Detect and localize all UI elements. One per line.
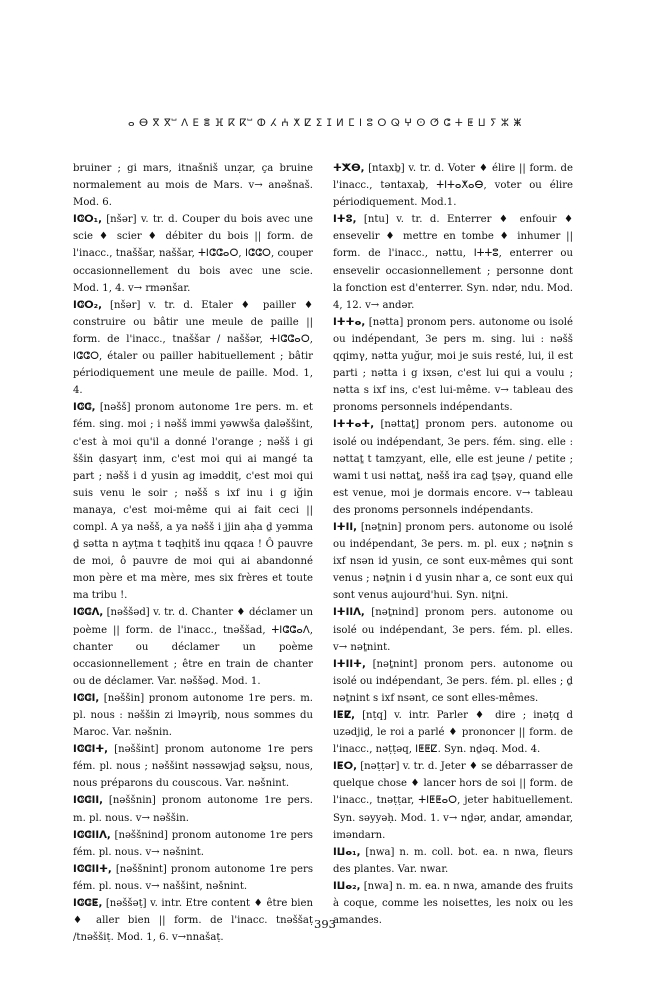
entry-headword: ⵏⵟⵇ, xyxy=(333,710,355,721)
entry-headword: ⵏⵡⴰ₁, xyxy=(333,846,361,858)
entry-definition: bruiner ; gi mars, itnašniš unẓar, ça bruine normalement au mois de Mars. v→ anəšnaš. Mod. 6. xyxy=(73,163,313,209)
dictionary-entry xyxy=(73,690,313,741)
dictionary-entry xyxy=(333,519,573,604)
entry-definition: [nəššin] pronom autonome 1re pers. m. pl. nous : nəššin zi lməγriḇ, nous sommes du Maroc. Var. nəšnin. xyxy=(73,692,313,739)
entry-headword: ⵏⵛⵛⵏⵏⴷ, xyxy=(73,829,111,841)
entry-headword: ⵏⵛⵔ₂, xyxy=(73,299,102,311)
entry-headword: ⵏⵛⵛ, xyxy=(73,402,96,414)
dictionary-entry xyxy=(73,861,313,895)
entry-definition: [nšər] v. tr. d. Couper du bois avec une scie ♦ scier ♦ débiter du bois || form. de l'inacc., tnaššar, naššar, ⵜⵏⵛⵛⴰⵔ, ⵏⵛⵛⵔ, couper occasionnellement du bois avec une scie. Mod. 1, 4. v→ rmənšar. xyxy=(73,214,313,294)
dictionary-entry xyxy=(73,211,313,296)
entry-headword: ⵏⵛⵛⵏⵏⵜ, xyxy=(73,863,112,875)
entry-headword: ⵏⵜⵜⴰ, xyxy=(333,316,366,328)
page-number: 393 xyxy=(314,917,336,931)
tifinagh-alphabet-banner: ⴰ ⴱ ⴳ ⴳⵯ ⴷ ⴹ ⴻ ⴼ ⴽ ⴽⵯ ⵀ ⵃ ⵄ ⵅ ⵇ ⵉ ⵊ ⵍ ⵎ ⵏ ⵓ ⵔ ⵕ ⵖ ⵙ ⵚ ⵛ ⵜ ⵟ ⵡ ⵢ ⵣ ⵥ xyxy=(127,118,523,129)
dictionary-entry xyxy=(333,656,573,707)
entry-definition: [nšər] v. tr. d. Etaler ♦ pailler ♦ construire ou bâtir une meule de paille || form. de l'inacc., tnaššar / naššər, ⵜⵏⵛⵛⴰⵔ, ⵏⵛⵛⵔ, étaler ou pailler habituellement ; bâtir périodiquement une meule de paille. Mod. 1, 4. xyxy=(73,299,313,397)
dictionary-entry xyxy=(333,211,573,314)
dictionary-entry xyxy=(333,844,573,878)
dictionary-entry xyxy=(73,604,313,689)
entry-headword: ⵏⵛⵛⴷ, xyxy=(73,607,104,619)
entry-headword: ⵏⵛⵛⵏⵜ, xyxy=(73,744,109,756)
entry-definition: [nəššəṭ] v. intr. Etre content ♦ être bien ♦ aller bien || form. de l'inacc. tnəššaṭ /tnəššiṭ. Mod. 1, 6. v→nnašaṭ. xyxy=(73,898,314,944)
dictionary-entry xyxy=(73,827,313,861)
entry-headword: ⵏⵜⵓ, xyxy=(333,214,357,226)
entry-headword: ⵏⵜⵜⴰⵜ, xyxy=(333,419,375,431)
entry-definition: [nəṭṭər] v. tr. d. Jeter ♦ se débarrasser de quelque chose ♦ lancer hors de soi || form. de l'inacc., tnəṭṭar, ⵜⵏⵟⵟⴰⵔ, jeter habituellement. Syn. səyyəḥ. Mod. 1. v→ nḏər, andar, aməndar, iməndarn. xyxy=(333,761,573,841)
entry-definition: [nəššint] pronom autonome 1re pers fém. pl. nous ; nəššint nəssəwjaḏ səḵsu, nous, nous préparons du couscous. Var. nəšnint. xyxy=(73,744,313,790)
right-column xyxy=(333,160,573,929)
entry-definition: [nwa] n. m. coll. bot. ea. n nwa, fleurs des plantes. Var. nwar. xyxy=(333,846,573,875)
entry-definition: [nəššəd] v. tr. d. Chanter ♦ déclamer un poème || form. de l'inacc., tnəššad, ⵜⵏⵛⵛⴰⴷ, chanter ou déclamer un poème occasionnellement ; être en train de chanter ou de déclamer. Var. nəššəḏ. Mod. 1. xyxy=(73,607,313,687)
entry-headword: ⵏⵛⵛⵏ, xyxy=(73,692,100,704)
dictionary-entry xyxy=(333,416,573,519)
dictionary-entry xyxy=(333,604,573,655)
entry-headword: ⵏⵛⵔ₁, xyxy=(73,214,102,226)
entry-headword: ⵏⵛⵛⵟ, xyxy=(73,898,103,910)
entry-definition: [nəššnind] pronom autonome 1re pers fém. pl. nous. v→ nəšnint. xyxy=(73,829,313,858)
dictionary-entry xyxy=(73,741,313,792)
entry-definition: [nəttaṯ] pronom pers. autonome ou isolé ou indépendant, 3e pers. fém. sing. elle : nəttaṯ t tamẓyant, elle, elle est jeune / petite ; wami t usi nəttaṯ, nəšš ira εaḏ ṯṣəγ, quand elle est venue, moi je dormais encore. v→ tableau des pronoms personnels indépendants. xyxy=(333,419,573,516)
dictionary-entry xyxy=(73,297,313,400)
entry-definition: [ntaxḇ] v. tr. d. Voter ♦ élire || form. de l'inacc., təntaxaḇ, ⵜⵏⵜⴰⵅⴰⴱ, voter ou élire périodiquement. Mod.1. xyxy=(333,163,573,209)
entry-definition: [nəšš] pronom autonome 1re pers. m. et fém. sing. moi ; i nəšš immi yəwwša ḍaləššint, c'est à moi qu'il a donné l'orange ; nəšš i gi ššin ḍasyarṭ inm, c'est moi qui ai mangé ta part ; nəšš i d yusin ag iməddiṭ, c'est moi qui suis venu le soir ; nəšš s ixf inu i g iğin manaya, c'est moi-même qui ai fait ceci || compl. A ya nəšš, a ya nəšš i jjin aḥa ḏ yəmma ḏ sətta n ayṭma t təqḥitš inu qqaεa ! Ô pauvre de moi, ô pauvre de moi qui ai abandonné mon père et ma mère, mes six frères et toute ma tribu !. xyxy=(73,402,313,602)
entry-headword: ⵏⵟⵔ, xyxy=(333,761,357,773)
entry-definition: [nəššnin] pronom autonome 1re pers. m. pl. nous. v→ nəššin. xyxy=(73,795,313,824)
entry-definition: [nəṯnin] pronom pers. autonome ou isolé ou indépendant, 3e pers. m. pl. eux ; nəṯnin s ixf nsən id yusin, ce sont eux-mêmes qui sont venus ; nəṯnin i d yusin nhar a, ce sont eux qui sont venus aujourd'hui. Syn. niṯni. xyxy=(333,521,573,602)
left-column xyxy=(73,160,313,946)
entry-headword: ⵏⵜⵏⵏⴷ, xyxy=(333,607,365,619)
dictionary-entry xyxy=(333,160,573,211)
entry-headword: ⵏⵡⴰ₂, xyxy=(333,880,361,892)
entry-headword: ⵏⵜⵏⵏⵜ, xyxy=(333,658,366,670)
dictionary-entry xyxy=(73,160,313,211)
dictionary-entry xyxy=(73,399,313,604)
entry-definition: [nətta] pronom pers. autonome ou isolé ou indépendant, 3e pers m. sing. lui : nəšš qqimγ, nətta yuğur, moi je suis resté, lui, il est parti ; nətta i g ixsən, c'est lui qui a voulu ; nətta s ixf ins, c'est lui-même. v→ tableau des pronoms personnels indépendants. xyxy=(333,316,573,414)
entry-definition: [nwa] n. m. ea. n nwa, amande des fruits à coque, comme les noisettes, les noix ou les amandes. xyxy=(333,880,573,927)
entry-definition: [nṭq] v. intr. Parler ♦ dire ; inəṭq d uzədjiḏ, le roi a parlé ♦ prononcer || form. de l'inacc., nəṭṭəq, ⵏⵟⵟⵇ. Syn. nḏəq. Mod. 4. xyxy=(333,710,574,756)
dictionary-entry xyxy=(333,314,573,417)
entry-definition: [nəṯnind] pronom pers. autonome ou isolé ou indépendant, 3e pers. fém. pl. elles. v→ nəṯnint. xyxy=(333,607,573,653)
entry-definition: [nəššnint] pronom autonome 1re pers fém. pl. nous. v→ naššint, nəšnint. xyxy=(73,863,313,892)
entry-headword: ⵜⵅⴱ, xyxy=(333,163,365,174)
entry-headword: ⵏⵛⵛⵏⵏ, xyxy=(73,795,103,807)
entry-definition: [nəṯnint] pronom pers. autonome ou isolé ou indépendant, 3e pers. fém. pl. elles ; ḏ nəṯnint s ixf nsənt, ce sont elles-mêmes. xyxy=(333,658,573,704)
dictionary-entry xyxy=(333,707,573,758)
dictionary-entry xyxy=(333,758,573,843)
entry-definition: [ntu] v. tr. d. Enterrer ♦ enfouir ♦ ensevelir ♦ mettre en tombe ♦ inhumer || form. de l'inacc., nəttu, ⵏⵜⵜⵓ, enterrer ou ensevelir occasionnellement ; personne dont la fonction est d'enterrer. Syn. ndər, ndu. Mod. 4, 12. v→ andər. xyxy=(333,214,573,311)
dictionary-entry xyxy=(73,792,313,826)
entry-headword: ⵏⵜⵏⵏ, xyxy=(333,521,357,533)
